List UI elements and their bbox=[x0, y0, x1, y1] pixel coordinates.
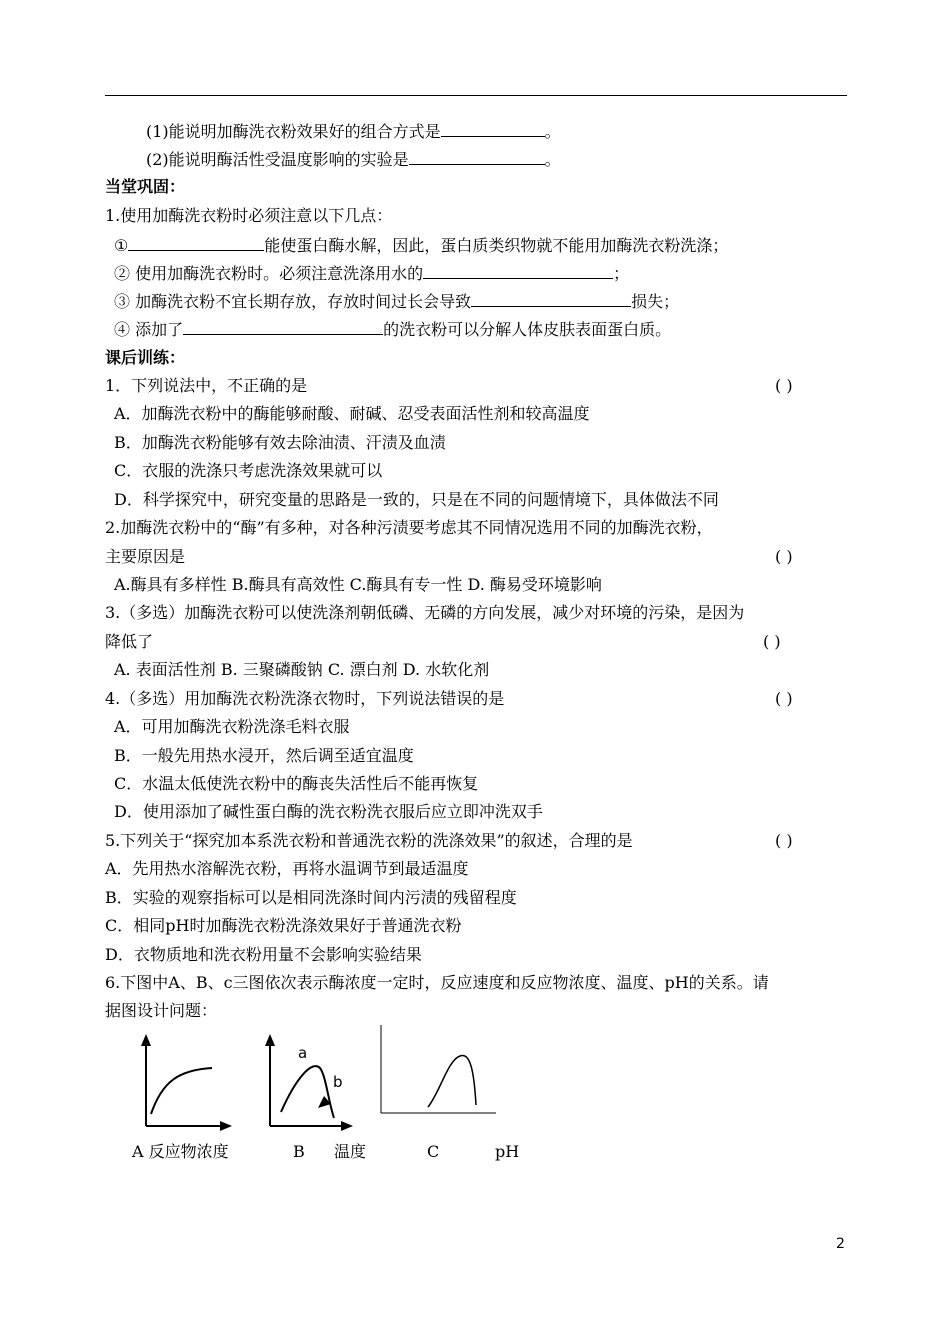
arrowhead-icon bbox=[265, 1034, 275, 1046]
answer-paren[interactable]: ( ) bbox=[775, 689, 793, 708]
training-q3-options: A. 表面活性剂 B. 三聚磷酸钠 C. 漂白剂 D. 水软化剂 bbox=[114, 660, 490, 679]
training-q6-line-2: 据图设计问题： bbox=[105, 1001, 218, 1020]
training-q5: 5.下列关于“探究加本系洗衣粉和普通洗衣粉的洗涤效果”的叙述，合理的是 bbox=[105, 831, 633, 850]
page-number: 2 bbox=[836, 1236, 845, 1252]
answer-paren[interactable]: ( ) bbox=[763, 632, 781, 651]
training-q2-options: A.酶具有多样性 B.酶具有高效性 C.酶具有专一性 D. 酶易受环境影响 bbox=[114, 575, 602, 594]
training-q1: 1．下列说法中，不正确的是 bbox=[105, 376, 308, 395]
training-q2-line-1: 2.加酶洗衣粉中的“酶”有多种，对各种污渍要考虑其不同情况选用不同的加酶洗衣粉， bbox=[105, 518, 713, 537]
training-q3-line-2: 降低了 bbox=[105, 632, 154, 651]
training-q1-option-d: D．科学探究中，研究变量的思路是一致的，只是在不同的问题情境下，具体做法不同 bbox=[114, 490, 719, 509]
curve-label-a: a bbox=[298, 1044, 308, 1062]
training-q4-option-c: C．水温太低使洗衣粉中的酶丧失活性后不能再恢复 bbox=[114, 774, 479, 793]
caption-graph-a: A 反应物浓度 bbox=[132, 1142, 229, 1161]
consolidate-item-3: ③ 加酶洗衣粉不宜长期存放，存放时间过长会导致 损失； bbox=[114, 292, 680, 311]
consolidate-item-2: ② 使用加酶洗衣粉时。必须注意洗涤用水的 ； bbox=[114, 264, 630, 283]
consolidate-item-1: ① 能使蛋白酶水解，因此，蛋白质类织物就不能用加酶洗衣粉洗涤； bbox=[114, 236, 729, 255]
caption-graph-c-letter: C bbox=[427, 1142, 440, 1161]
training-q1-option-b: B．加酶洗衣粉能够有效去除油渍、汗渍及血渍 bbox=[114, 433, 446, 452]
training-heading: 课后训练： bbox=[105, 348, 186, 367]
caption-graph-c-text: pH bbox=[495, 1142, 520, 1161]
answer-paren[interactable]: ( ) bbox=[775, 831, 793, 850]
caption-graph-b-text: 温度 bbox=[334, 1142, 367, 1161]
consolidate-heading: 当堂巩固： bbox=[105, 177, 186, 196]
training-q1-option-c: C．衣服的洗涤只考虑洗涤效果就可以 bbox=[114, 461, 383, 480]
graph-b-curve bbox=[281, 1066, 334, 1118]
consolidate-item-4: ④ 添加了 的洗衣粉可以分解人体皮肤表面蛋白质。 bbox=[114, 320, 672, 339]
training-q5-option-c: C．相同pH时加酶洗衣粉洗涤效果好于普通洗衣粉 bbox=[105, 916, 462, 935]
graph-c bbox=[381, 1025, 496, 1113]
answer-paren[interactable]: ( ) bbox=[775, 376, 793, 395]
q-tail-line-1: (1)能说明加酶洗衣粉效果好的组合方式是 。 bbox=[146, 122, 561, 141]
curve-label-b: b bbox=[333, 1073, 343, 1091]
training-q4-option-a: A．可用加酶洗衣粉洗涤毛料衣服 bbox=[114, 717, 350, 736]
graph-a-curve bbox=[151, 1068, 212, 1114]
training-q1-option-a: A．加酶洗衣粉中的酶能够耐酸、耐碱、忍受表面活性剂和较高温度 bbox=[114, 404, 590, 423]
answer-paren[interactable]: ( ) bbox=[775, 547, 793, 566]
q-tail-line-2: (2)能说明酶活性受温度影响的实验是 。 bbox=[146, 150, 561, 169]
training-q4-option-b: B．一般先用热水浸开，然后调至适宜温度 bbox=[114, 746, 414, 765]
arrowhead-icon bbox=[341, 1121, 353, 1131]
training-q5-option-a: A．先用热水溶解洗衣粉，再将水温调节到最适温度 bbox=[105, 859, 469, 878]
graph-c-curve bbox=[428, 1055, 476, 1107]
training-q5-option-d: D．衣物质地和洗衣粉用量不会影响实验结果 bbox=[105, 945, 422, 964]
arrowhead-icon bbox=[141, 1034, 151, 1046]
training-q3-line-1: 3.（多选）加酶洗衣粉可以使洗涤剂朝低磷、无磷的方向发展，减少对环境的污染，是因为 bbox=[105, 603, 745, 622]
caption-graph-b-letter: B bbox=[293, 1142, 305, 1161]
training-q2-line-2: 主要原因是 bbox=[105, 547, 186, 566]
training-q6-line-1: 6.下图中A、B、c三图依次表示酶浓度一定时，反应速度和反应物浓度、温度、pH的关系。请 bbox=[105, 973, 769, 992]
graph-a bbox=[141, 1034, 232, 1131]
training-q4: 4.（多选）用加酶洗衣粉洗涤衣物时，下列说法错误的是 bbox=[105, 689, 505, 708]
consolidate-q1: 1.使用加酶洗衣粉时必须注意以下几点： bbox=[105, 206, 393, 225]
training-q5-option-b: B．实验的观察指标可以是相同洗涤时间内污渍的残留程度 bbox=[105, 888, 517, 907]
arrowhead-icon bbox=[220, 1121, 232, 1131]
training-q4-option-d: D．使用添加了碱性蛋白酶的洗衣粉洗衣服后应立即冲洗双手 bbox=[114, 802, 543, 821]
